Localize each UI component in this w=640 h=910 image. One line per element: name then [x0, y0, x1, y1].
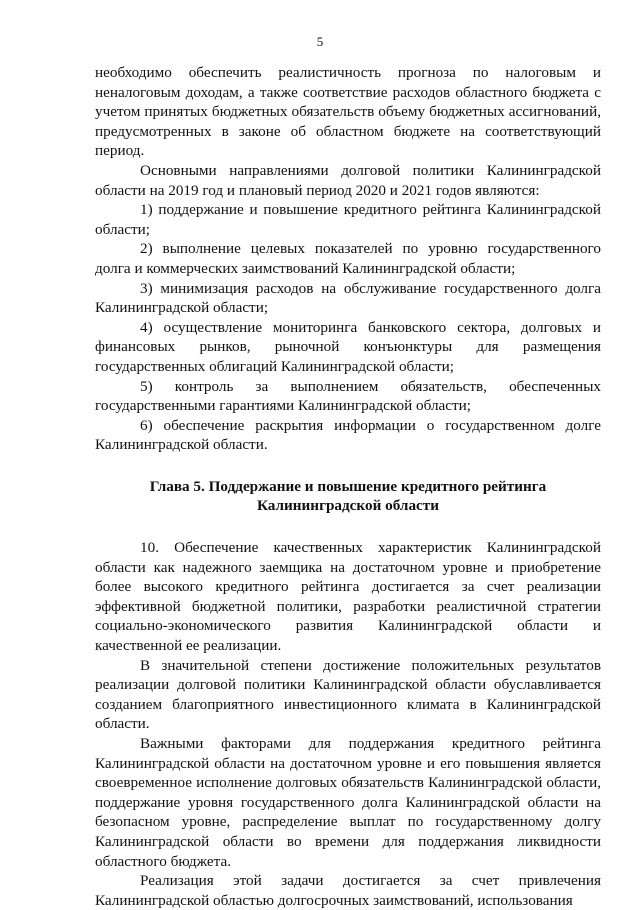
paragraph-task-implementation: Реализация этой задачи достигается за счет привлечения Калининградской областью долгосрочных заимствований, использования: [95, 872, 601, 909]
list-item-5: 5) контроль за выполнением обязательств, обеспеченных государственными гарантиями Калининградской области;: [95, 377, 601, 415]
paragraph-10: 10. Обеспечение качественных характеристик Калининградской области как надежного заемщика на достаточном уровне и приобретение более высокого кредитного рейтинга достигается за счет реализации эффективной бюджетной политики, разработки реалистичной стратегии социально-экономического развития Калининградской области и качественной ее реализации.: [95, 539, 601, 655]
chapter-heading: [95, 477, 601, 516]
list-item-3: 3) минимизация расходов на обслуживание государственного долга Калининградской области;: [95, 279, 601, 317]
paragraph-investment-climate: В значительной степени достижение положительных результатов реализации долговой политики Калининградской области обуславливается созданием благоприятного инвестиционного климата в Калининградской области.: [95, 656, 601, 733]
list-item-6: 6) обеспечение раскрытия информации о государственном долге Калининградской области.: [95, 416, 601, 454]
paragraph-continuation: необходимо обеспечить реалистичность прогноза по налоговым и неналоговым доходам, а также соответствие расходов областного бюджета с учетом принятых бюджетных обязательств объему бюджетных ассигнований, предусмотренных в законе об областном бюджете на соответствующий период.: [95, 64, 601, 160]
page-number: 5: [316, 34, 324, 49]
paragraph-rating-factors: Важными факторами для поддержания кредитного рейтинга Калининградской области на достаточном уровне и его повышения является своевременное исполнение долговых обязательств Калининградской области, поддержание уровня государственного долга Калининградской области на безопасном уровне, распределение выплат по государственному долгу Калининградской области во времени для поддержания ликвидности областного бюджета.: [95, 735, 601, 870]
document-body: [95, 63, 601, 910]
list-item-1: 1) поддержание и повышение кредитного рейтинга Калининградской области;: [95, 201, 601, 238]
paragraph-policy-directions: Основными направлениями долговой политики Калининградской области на 2019 год и плановый период 2020 и 2021 годов являются:: [95, 161, 601, 199]
chapter-heading-line-2: Калининградской области: [257, 497, 439, 515]
chapter-heading-line-1: Глава 5. Поддержание и повышение кредитного рейтинга: [149, 477, 547, 495]
list-item-4: 4) осуществление мониторинга банковского сектора, долговых и финансовых рынков, рыночной конъюнктуры для размещения государственных облигаций Калининградской области;: [95, 318, 601, 375]
list-item-2: 2) выполнение целевых показателей по уровню государственного долга и коммерческих заимствований Калининградской области;: [95, 240, 601, 277]
